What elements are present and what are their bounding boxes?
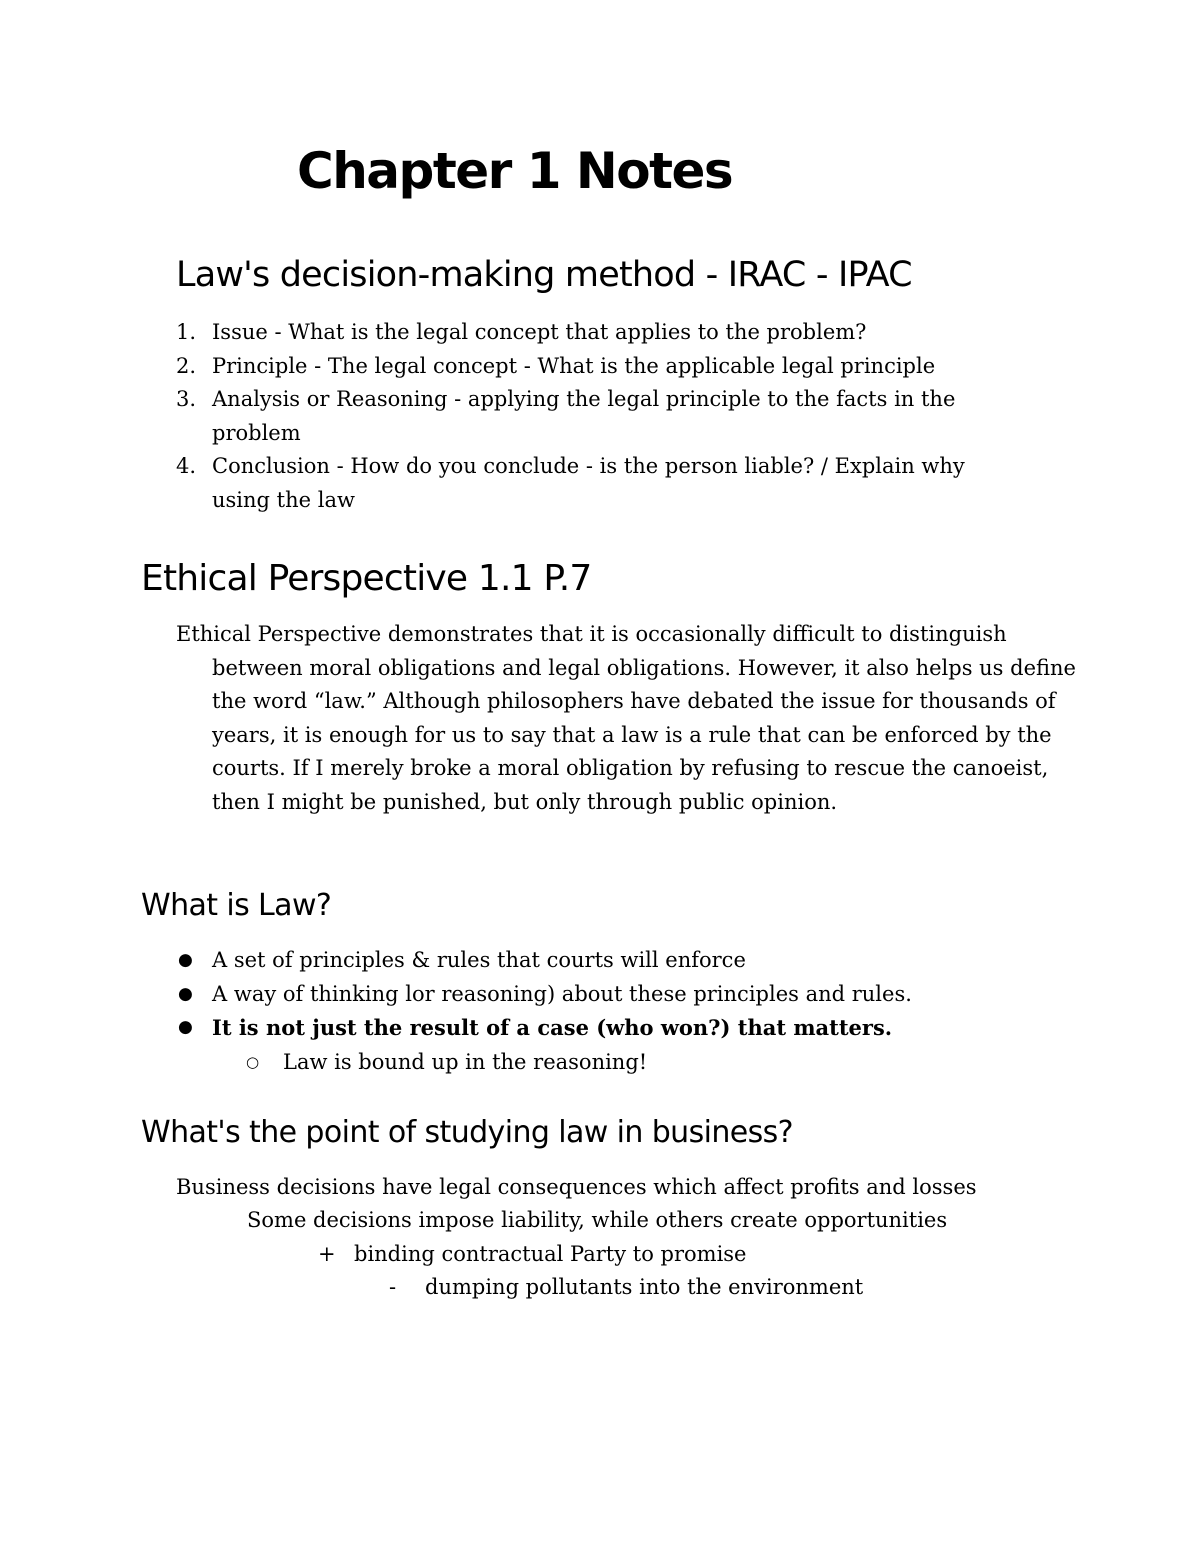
page-title: Chapter 1 Notes (297, 142, 733, 200)
list-number: 2. (176, 353, 197, 378)
list-item-text: A set of principles & rules that courts will enforce (212, 948, 746, 972)
business-line-4-text: dumping pollutants into the environment (425, 1275, 864, 1299)
irac-item-conclusion (176, 450, 1022, 517)
irac-item-text: Principle - The legal concept - What is the applicable legal principle (212, 353, 936, 378)
irac-item-principle (176, 350, 1022, 384)
minus-icon: - (389, 1275, 397, 1299)
ethical-perspective-heading: Ethical Perspective 1.1 P.7 (141, 558, 592, 599)
sub-list-item-text: Law is bound up in the reasoning! (283, 1049, 648, 1074)
circle-bullet-icon: ○ (246, 1052, 260, 1071)
plus-icon: + (318, 1242, 336, 1266)
list-item (176, 978, 912, 1012)
irac-item-issue (176, 316, 1022, 350)
list-item-text-bold: It is not just the result of a case (who won?) that matters. (212, 1015, 893, 1040)
irac-item-text: Conclusion - How do you conclude - is the person liable? / Explain why using the law (212, 454, 965, 512)
list-number: 4. (176, 454, 197, 478)
irac-item-analysis (176, 383, 1022, 450)
bullet-icon: ● (178, 950, 193, 970)
business-line-3-text: binding contractual Party to promise (354, 1242, 747, 1266)
irac-item-text: Analysis or Reasoning - applying the legal principle to the facts in the problem (212, 387, 956, 445)
irac-list (176, 316, 1022, 517)
business-law-heading: What's the point of studying law in business? (141, 1115, 793, 1150)
list-item (176, 944, 912, 978)
irac-item-text: Issue - What is the legal concept that applies to the problem? (212, 320, 867, 344)
list-item (176, 1011, 912, 1046)
sub-list-item (176, 1046, 912, 1080)
what-is-law-heading: What is Law? (141, 888, 332, 923)
business-line-4 (389, 1271, 863, 1305)
bullet-icon: ● (178, 1017, 193, 1037)
what-is-law-list (176, 944, 912, 1079)
list-item-text: A way of thinking lor reasoning) about these principles and rules. (212, 981, 912, 1006)
business-line-1: Business decisions have legal consequences which affect profits and losses (176, 1175, 977, 1199)
irac-heading: Law's decision-making method - IRAC - IPAC (176, 255, 912, 295)
business-line-3 (318, 1238, 747, 1272)
ethical-perspective-paragraph: Ethical Perspective demonstrates that it is occasionally difficult to distinguish between moral obligations and legal obligations. However, it also helps us define the word “law.” Although philosophers have debated the issue for thousands of years, it is enough for us to say that a law is a rule that can be enforced by the courts. If I merely broke a moral obligation by refusing to rescue the canoeist, then I might be punished, but only through public opinion. (176, 622, 1076, 814)
list-number: 3. (176, 387, 197, 411)
bullet-icon: ● (178, 983, 193, 1004)
list-number: 1. (176, 320, 197, 344)
business-line-2: Some decisions impose liability, while others create opportunities (247, 1208, 948, 1232)
